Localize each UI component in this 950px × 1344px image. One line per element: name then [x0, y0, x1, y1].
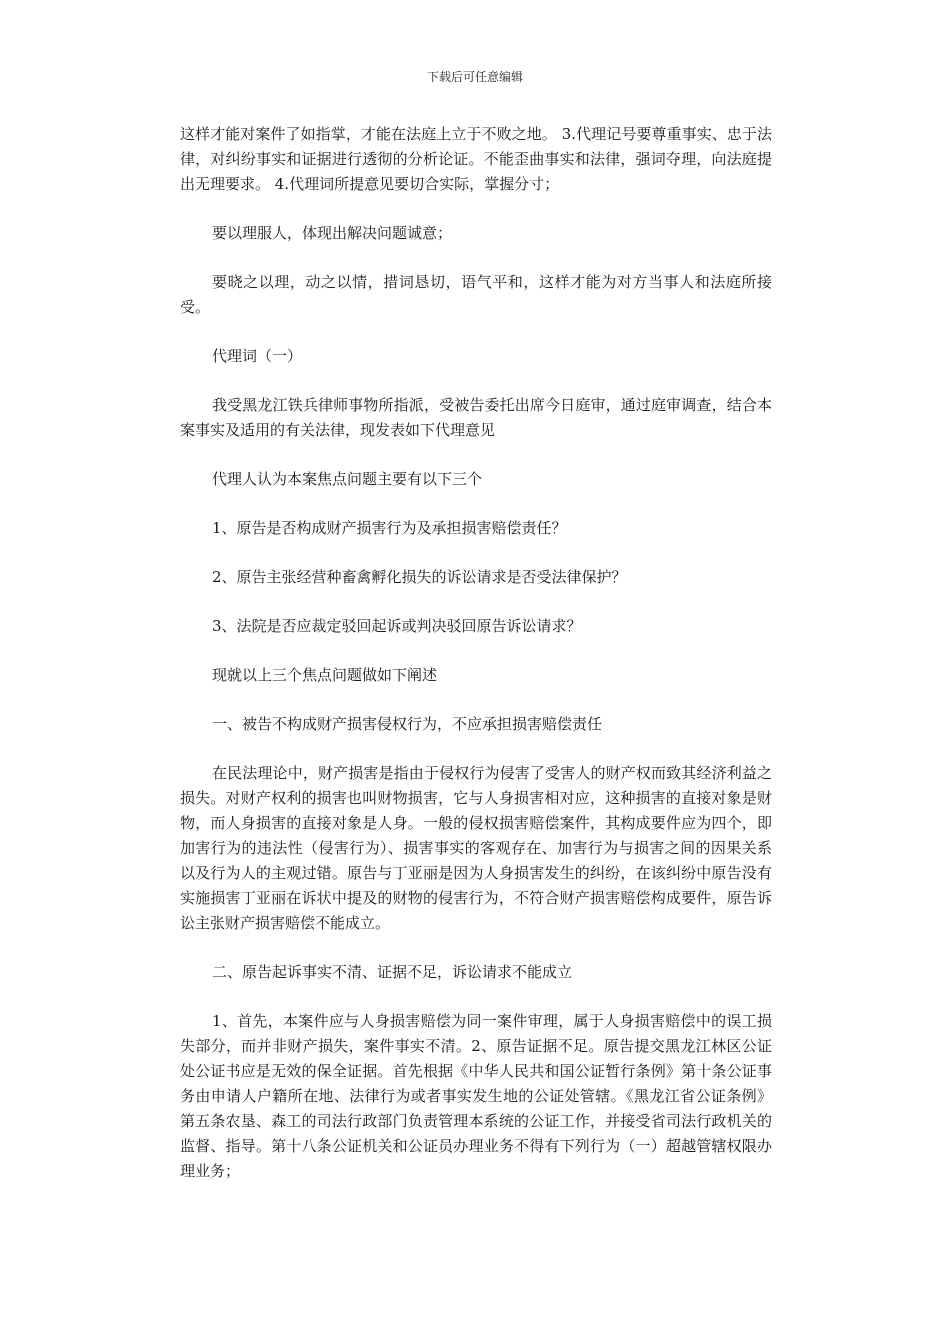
document-body	[180, 122, 772, 1184]
list-item-issue-1: 1、原告是否构成财产损害行为及承担损害赔偿责任？	[212, 519, 567, 537]
paragraph-reasoning: 要以理服人，体现出解决问题诚意；	[212, 224, 453, 242]
section-title-daili: 代理词（一）	[212, 347, 303, 365]
list-item-issue-3: 3、法院是否应裁定驳回起诉或判决驳回原告诉讼请求？	[212, 617, 582, 635]
heading-point-two: 二、原告起诉事实不清、证据不足，诉讼请求不能成立	[212, 963, 573, 981]
page-header: 下载后可任意编辑	[426, 70, 523, 84]
paragraph-civil-law-theory: 在民法理论中，财产损害是指由于侵权行为侵害了受害人的财产权而致其经济利益之损失。对财产权利的损害也叫财物损害，它与人身损害相对应，这种损害的直接对象是财物，而人身损害的直接对象是人身。一般的侵权损害赔偿案件，其构成要件应为四个，即加害行为的违法性（侵害行为）、损害事实的客观存在、加害行为与损害之间的因果关系以及行为人的主观过错。原告与丁亚丽是因为人身损害发生的纠纷，在该纠纷中原告没有实施损害丁亚丽在诉状中提及的财物的侵害行为，不符合财产损害赔偿构成要件，原告诉讼主张财产损害赔偿不能成立。	[180, 764, 772, 932]
paragraph-focus-issues: 代理人认为本案焦点问题主要有以下三个	[212, 470, 483, 488]
paragraph-intro: 我受黑龙江铁兵律师事物所指派，受被告委托出席今日庭审，通过庭审调查，结合本案事实及适用的有关法律，现发表如下代理意见	[180, 396, 772, 439]
list-item-issue-2: 2、原告主张经营种畜禽孵化损失的诉讼请求是否受法律保护？	[212, 568, 627, 586]
paragraph-persuasion: 要晓之以理，动之以情，措词恳切，语气平和，这样才能为对方当事人和法庭所接受。	[180, 273, 772, 316]
heading-point-one: 一、被告不构成财产损害侵权行为，不应承担损害赔偿责任	[212, 715, 603, 733]
paragraph-elaboration-intro: 现就以上三个焦点问题做如下阐述	[212, 666, 438, 684]
paragraph-continuation: 这样才能对案件了如指掌，才能在法庭上立于不败之地。 3.代理记号要尊重事实、忠于法律，对纠纷事实和证据进行透彻的分析论证。不能歪曲事实和法律，强词夺理，向法庭提出无理要求。 4.代理词所提意见要切合实际，掌握分寸；	[180, 125, 772, 193]
paragraph-evidence: 1、首先，本案件应与人身损害赔偿为同一案件审理，属于人身损害赔偿中的误工损失部分，而并非财产损失，案件事实不清。2、原告证据不足。原告提交黑龙江林区公证处公证书应是无效的保全证据。首先根据《中华人民共和国公证暂行条例》第十条公证事务由申请人户籍所在地、法律行为或者事实发生地的公证处管辖。《黑龙江省公证条例》第五条农垦、森工的司法行政部门负责管理本系统的公证工作，并接受省司法行政机关的监督、指导。第十八条公证机关和公证员办理业务不得有下列行为（一）超越管辖权限办理业务；	[180, 1012, 772, 1180]
